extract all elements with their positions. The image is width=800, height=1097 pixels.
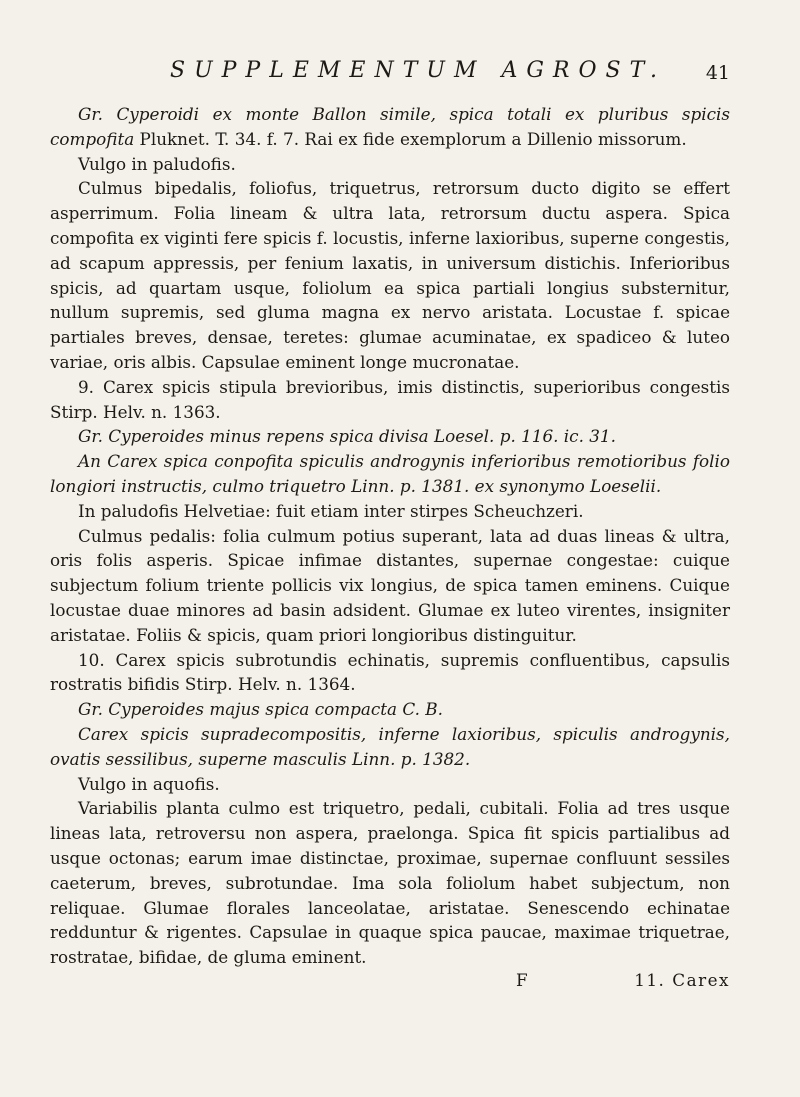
paragraph-10: Gr. Cyperoides majus spica compacta C. B. — [78, 699, 443, 720]
running-title: SUPPLEMENTUM AGROST. — [170, 58, 667, 83]
paragraph-11: Carex spicis supradecompositis, inferne laxioribus, spiculis androgynis, ovatis sessilibus, superne masculis Linn. p. 1382. — [50, 723, 730, 769]
paragraph-8: Culmus pedalis: folia culmum potius superant, lata ad duas lineas & ultra, oris folis asperis. Spicae infimae distantes, supernae congestae: cuique subjectum folium triente pollicis vix longius, de spica tamen eminens. Cuique locustae duae minores ad basin adsident. Glumae ex luteo virentes, insigniter aristatae. Foliis & spicis, quam priori longioribus distinguitur. — [50, 525, 730, 645]
paragraph-text: Pluknet. T. 34. f. 7. Rai ex fide exemplorum a Dillenio missorum. — [134, 128, 687, 149]
running-head — [50, 58, 730, 102]
catchword: 11. Carex — [634, 969, 730, 990]
paragraph-7: In paludofis Helvetiae: fuit etiam inter stirpes Scheuchzeri. — [78, 500, 584, 521]
paragraph-4: 9. Carex spicis stipula brevioribus, imis distinctis, superioribus congestis Stirp. Helv. n. 1363. — [50, 376, 730, 422]
paragraph-1 — [50, 102, 730, 152]
paragraph-lead: Gr. Cyperoidi ex monte Ballon simile, spica totali ex pluribus spicis compofita — [50, 104, 730, 149]
paragraph-12: Vulgo in aquofis. — [78, 773, 220, 794]
paragraph-5: Gr. Cyperoides minus repens spica divisa Loesel. p. 116. ic. 31. — [78, 426, 616, 447]
paragraph-3: Culmus bipedalis, foliofus, triquetrus, retrorsum ducto digito se effert asperrimum. Folia lineam & ultra lata, retrorsum ductu aspera. Spica compofita ex viginti fere spicis f. locustis, inferne laxioribus, superne congestis, ad scapum appressis, per fenium laxatis, in universum distichis. Inferioribus spicis, ad quartam usque, foliolum ea spica partiali longius substernitur, nullum supremis, sed gluma magna ex nervo aristata. Locustae f. spicae partiales breves, densae, teretes: glumae acuminatae, ex spadiceo & luteo variae, oris albis. Capsulae eminent longe mucronatae. — [50, 178, 730, 372]
signature-mark: F — [516, 969, 528, 990]
paragraph-9: 10. Carex spicis subrotundis echinatis, supremis confluentibus, capsulis rostratis bifidis Stirp. Helv. n. 1364. — [50, 649, 730, 695]
paragraph-2: Vulgo in paludofis. — [78, 153, 236, 174]
page-footer — [50, 970, 730, 996]
paragraph-13: Variabilis planta culmo est triquetro, pedali, cubitali. Folia ad tres usque lineas lata, retroversu non aspera, praelonga. Spica fit spicis partialibus ad usque octonas; earum imae distinctae, proximae, supernae confluunt sessiles caeterum, breves, subrotundae. Ima sola foliolum habet subjectum, non reliquae. Glumae florales lanceolatae, aristatae. Senescendo echinatae redduntur & rigentes. Capsulae in quaque spica paucae, maximae triquetrae, rostratae, bifidae, de gluma eminent. — [50, 798, 730, 968]
paragraph-6: An Carex spica conpofita spiculis androgynis inferioribus remotioribus folio longiori instructis, culmo triquetro Linn. p. 1381. ex synonymo Loeselii. — [50, 451, 730, 496]
body-text — [50, 102, 730, 970]
page-number: 41 — [705, 62, 730, 84]
